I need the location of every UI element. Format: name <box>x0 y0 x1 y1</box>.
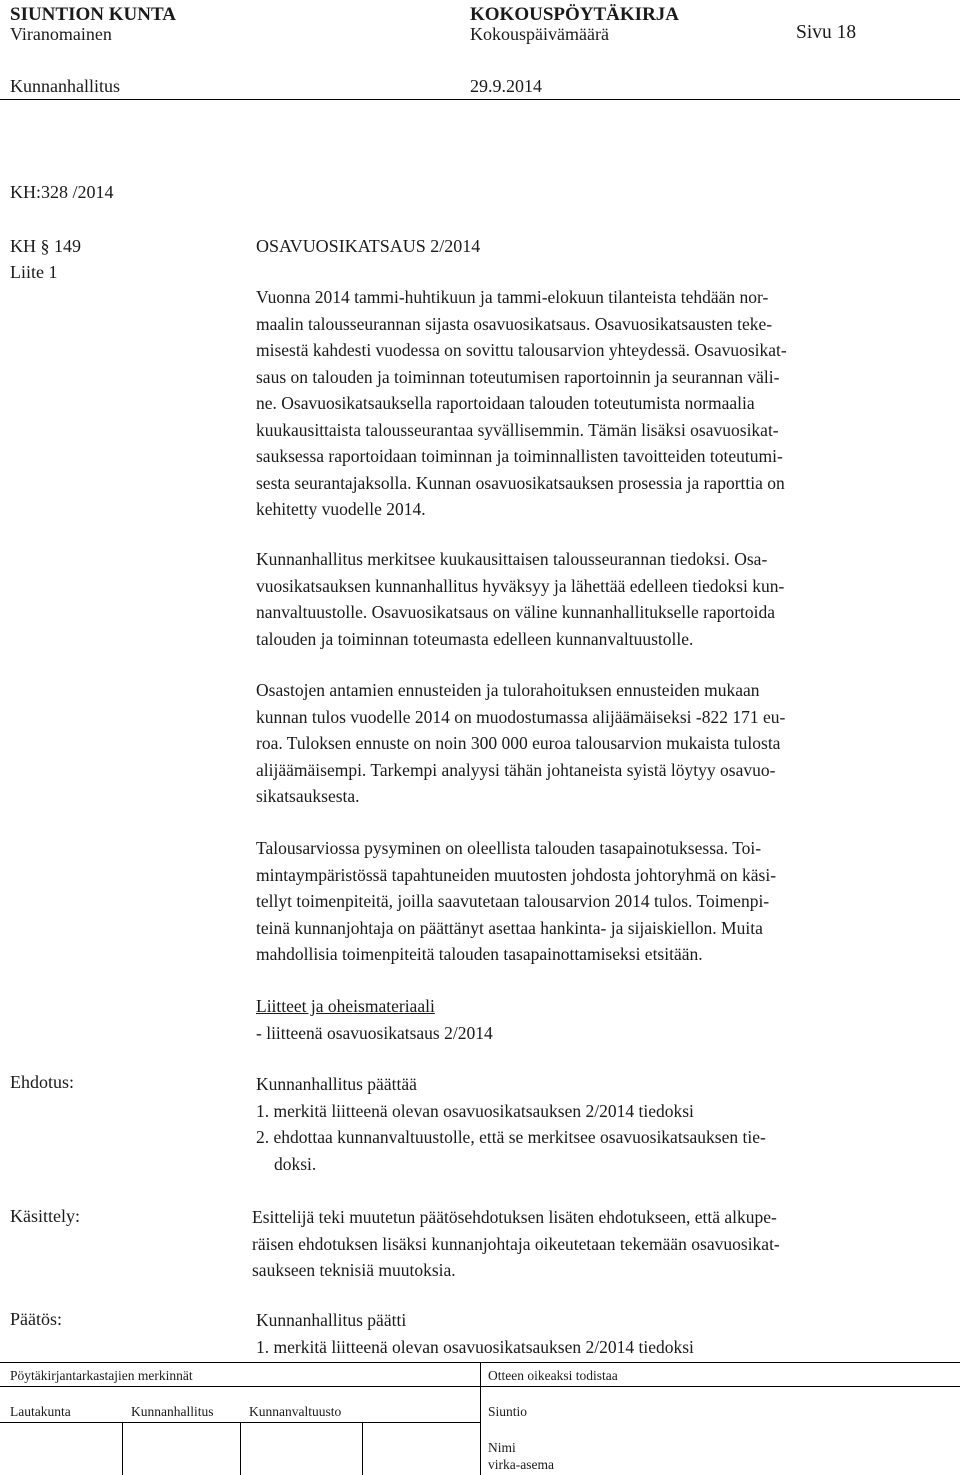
item-title: OSAVUOSIKATSAUS 2/2014 <box>256 236 481 256</box>
text-line: maalin talousseurannan sijasta osavuosikatsaus. Osavuosikatsausten teke- <box>256 313 773 334</box>
footer-place: Siuntio <box>488 1404 528 1419</box>
handling-section <box>252 1204 780 1284</box>
text-line: tellyt toimenpiteitä, joilla saavutetaan talousarvion 2014 tulos. Toimenpi- <box>256 891 770 911</box>
date-label: Kokouspäivämäärä <box>470 24 609 44</box>
footer-col-council: Kunnanhallitus <box>131 1404 214 1419</box>
footer-col-board: Lautakunta <box>10 1404 71 1419</box>
proposal-item: 1. merkitä liitteenä olevan osavuosikatsauksen 2/2014 tiedoksi <box>256 1100 694 1121</box>
text-line: Vuonna 2014 tammi-huhtikuun ja tammi-elokuun tilanteista tehdään nor- <box>256 287 769 307</box>
attachments-heading: Liitteet ja oheismateriaali <box>256 996 435 1016</box>
text-line: vuosikatsauksen kunnanhallitus hyväksyy ja lähettää edelleen tiedoksi kun- <box>256 575 785 596</box>
decision-section <box>256 1307 694 1360</box>
authority-name: Kunnanhallitus <box>10 76 120 96</box>
text-line: Kunnanhallitus merkitsee kuukausittaisen talousseurannan tiedoksi. Osa- <box>256 549 768 569</box>
text-line: saukseen teknisiä muutoksia. <box>252 1260 456 1280</box>
attachments-section <box>256 993 493 1046</box>
proposal-item-continuation: doksi. <box>274 1153 317 1174</box>
paragraph-3 <box>256 677 785 810</box>
header-divider <box>0 99 960 100</box>
text-line: Esittelijä teki muutetun päätösehdotuksen lisäten ehdotukseen, että alkupe- <box>252 1207 777 1227</box>
proposal-lead: Kunnanhallitus päättää <box>256 1074 417 1094</box>
item-number: KH § 149 <box>10 236 81 256</box>
examiners-label: Pöytäkirjantarkastajien merkinnät <box>10 1368 193 1383</box>
text-line: sauksessa raportoidaan toiminnan ja toiminnallisten tavoitteiden toteutumi- <box>256 446 783 466</box>
paragraph-4 <box>256 835 776 968</box>
paragraph-1 <box>256 284 787 523</box>
footer-name: Nimi <box>488 1440 516 1455</box>
document-type: KOKOUSPÖYTÄKIRJA <box>470 4 680 25</box>
proposal-section <box>256 1071 766 1177</box>
text-line: mahdollisia toimenpiteitä talouden tasapainottamiseksi etsitään. <box>256 944 703 964</box>
text-line: nanvaltuustolle. Osavuosikatsaus on väline kunnanhallitukselle raportoida <box>256 602 776 622</box>
page-number: Sivu 18 <box>796 22 857 43</box>
handling-label: Käsittely: <box>10 1206 80 1226</box>
attachment-item: - liitteenä osavuosikatsaus 2/2014 <box>256 1022 493 1043</box>
text-line: mintaympäristössä tapahtuneiden muutosten johdosta johtoryhmä on käsi- <box>256 864 777 885</box>
certified-label: Otteen oikeaksi todistaa <box>488 1368 618 1383</box>
case-reference: KH:328 /2014 <box>10 182 114 202</box>
text-line: räisen ehdotuksen lisäksi kunnanjohtaja oikeutetaan tekemään osavuosikat- <box>252 1233 780 1254</box>
text-line: roa. Tuloksen ennuste on noin 300 000 euroa talousarvion mukaista tulosta <box>256 733 781 753</box>
footer-col-divider <box>362 1422 363 1475</box>
text-line: Talousarviossa pysyminen on oleellista talouden tasapainotuksessa. Toi- <box>256 838 762 858</box>
text-line: ne. Osavuosikatsauksella raportoidaan talouden toteutumista normaalia <box>256 393 755 413</box>
proposal-item: 2. ehdottaa kunnanvaltuustolle, että se merkitsee osavuosikatsauksen tie- <box>256 1127 766 1147</box>
text-line: talouden ja toiminnan toteumasta edelleen kunnanvaltuustolle. <box>256 628 694 649</box>
text-line: misestä kahdesti vuodessa on sovittu talousarvion yhteydessä. Osavuosikat- <box>256 340 787 360</box>
proposal-label: Ehdotus: <box>10 1072 75 1092</box>
text-line: kunnan tulos vuodelle 2014 on muodostumassa alijäämäiseksi -822 171 eu- <box>256 706 786 727</box>
text-line: teinä kunnanjohtaja on päättänyt asettaa hankinta- ja sijaiskiellon. Muita <box>256 917 763 938</box>
decision-item: 1. merkitä liitteenä olevan osavuosikatsauksen 2/2014 tiedoksi <box>256 1336 694 1357</box>
footer-position: virka-asema <box>488 1457 554 1472</box>
text-line: saus on talouden ja toiminnan toteutumisen raportoinnin ja seurannan väli- <box>256 366 780 387</box>
footer-col-divider <box>240 1422 241 1475</box>
attachment-label: Liite 1 <box>10 262 58 282</box>
decision-label: Päätös: <box>10 1309 62 1329</box>
text-line: kuukausittaista talousseurantaa syvällisemmin. Tämän lisäksi osavuosikat- <box>256 419 779 440</box>
decision-lead: Kunnanhallitus päätti <box>256 1310 407 1330</box>
text-line: sikatsauksesta. <box>256 786 360 806</box>
footer-col-divider <box>122 1422 123 1475</box>
footer-col-assembly: Kunnanvaltuusto <box>249 1404 342 1419</box>
text-line: sesta seurantajaksolla. Kunnan osavuosikatsauksen prosessia ja raporttia on <box>256 472 785 493</box>
paragraph-2 <box>256 546 784 652</box>
text-line: Osastojen antamien ennusteiden ja tulorahoituksen ennusteiden mukaan <box>256 680 760 700</box>
org-name: SIUNTION KUNTA <box>10 4 176 25</box>
text-line: kehitetty vuodelle 2014. <box>256 499 426 519</box>
authority-label: Viranomainen <box>10 24 112 44</box>
meeting-date: 29.9.2014 <box>470 76 542 96</box>
footer-divider <box>480 1362 481 1475</box>
text-line: alijäämäisempi. Tarkempi analyysi tähän johtaneista syistä löytyy osavuo- <box>256 759 776 780</box>
